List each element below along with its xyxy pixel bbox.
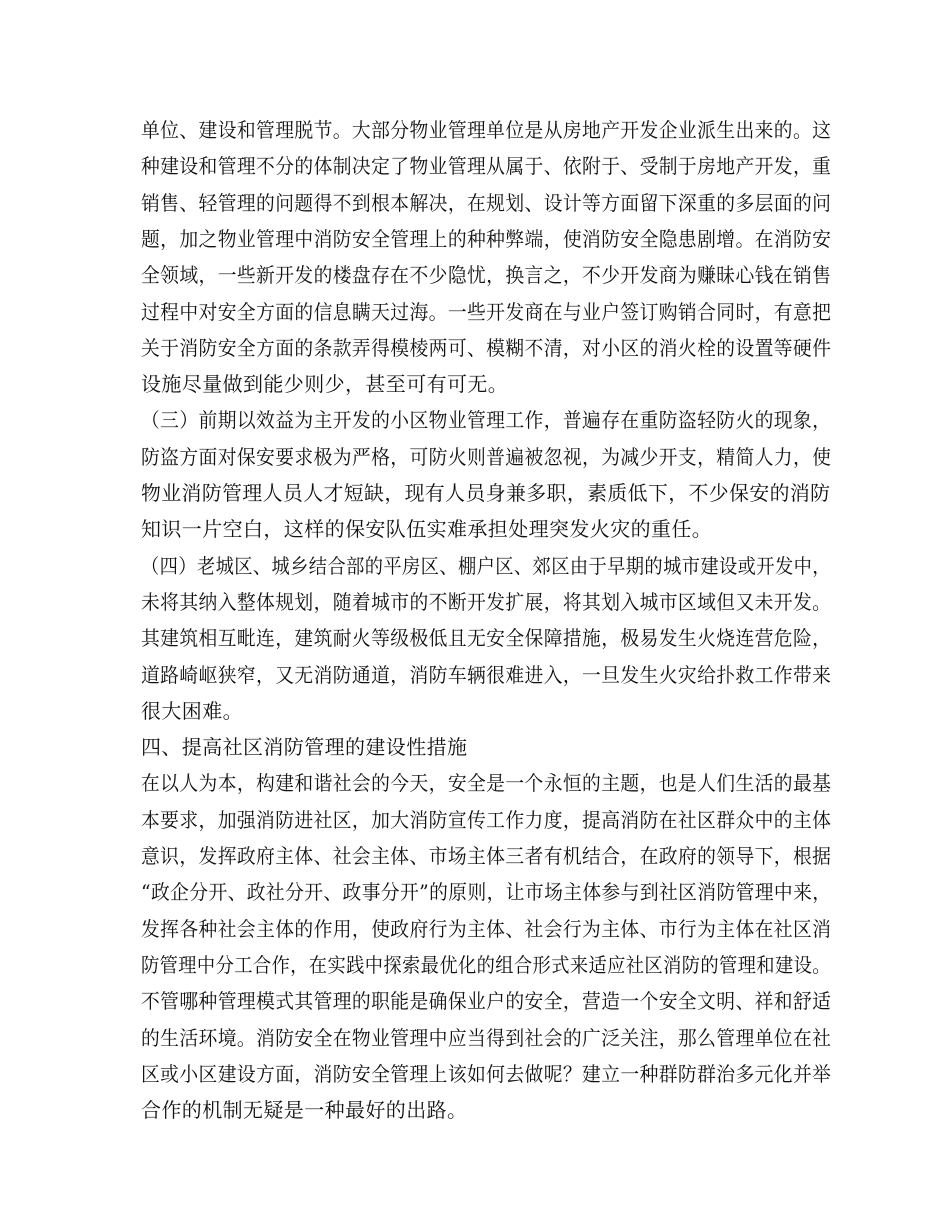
text-line: 区或小区建设方面，消防安全管理上该如何去做呢？建立一种群防群治多元化并举 <box>141 1061 832 1086</box>
text-line: 知识一片空白，这样的保安队伍实难承担处理突发火灾的重任。 <box>141 517 713 542</box>
text-line: 本要求，加强消防进社区，加大消防宣传工作力度，提高消防在社区群众中的主体 <box>141 807 832 832</box>
text-line: 的生活环境。消防安全在物业管理中应当得到社会的广泛关注，那么管理单位在社 <box>141 1025 832 1050</box>
text-line: 意识，发挥政府主体、社会主体、市场主体三者有机结合，在政府的领导下，根据 <box>141 844 832 868</box>
text-line: 在以人为本，构建和谐社会的今天，安全是一个永恒的主题，也是人们生活的最基 <box>141 771 832 796</box>
text-line: 未将其纳入整体规划，随着城市的不断开发扩展，将其划入城市区域但又未开发。 <box>141 589 832 614</box>
text-line: 单位、建设和管理脱节。大部分物业管理单位是从房地产开发企业派生出来的。这 <box>141 118 832 142</box>
text-line: 防盗方面对保安要求极为严格，可防火则普遍被忽视，为减少开支，精简人力，使 <box>141 444 832 469</box>
section-heading: 四、提高社区消防管理的建设性措施 <box>141 735 468 760</box>
text-line: （四）老城区、城乡结合部的平房区、棚户区、郊区由于早期的城市建设或开发中， <box>141 553 831 578</box>
text-line: 道路崎岖狭窄，又无消防通道，消防车辆很难进入，一旦发生火灾给扑救工作带来 <box>141 662 832 687</box>
text-line: 关于消防安全方面的条款弄得模棱两可、模糊不清，对小区的消火栓的设置等硬件 <box>141 335 832 360</box>
text-line: 题，加之物业管理中消防安全管理上的种种弊端，使消防安全隐患剧增。在消防安 <box>141 226 832 251</box>
text-line: 种建设和管理不分的体制决定了物业管理从属于、依附于、受制于房地产开发，重 <box>141 154 832 179</box>
text-line: 物业消防管理人员人才短缺，现有人员身兼多职，素质低下，不少保安的消防 <box>141 481 831 505</box>
text-line: “政企分开、政社分开、政事分开”的原则，让市场主体参与到社区消防管理中来， <box>141 880 832 905</box>
text-line: 防管理中分工合作，在实践中探索最优化的组合形式来适应社区消防的管理和建设。 <box>141 952 831 977</box>
text-line: 销售、轻管理的问题得不到根本解决，在规划、设计等方面留下深重的多层面的问 <box>141 190 832 215</box>
text-line: 很大困难。 <box>141 698 243 723</box>
text-line: 合作的机制无疑是一种最好的出路。 <box>141 1098 468 1123</box>
text-line: 其建筑相互毗连，建筑耐火等级极低且无安全保障措施，极易发生火烧连营危险， <box>141 626 832 651</box>
text-line: 全领域，一些新开发的楼盘存在不少隐忧，换言之，不少开发商为赚昧心钱在销售 <box>141 263 832 288</box>
text-line: （三）前期以效益为主开发的小区物业管理工作，普遍存在重防盗轻防火的现象， <box>141 408 832 433</box>
text-line: 不管哪种管理模式其管理的职能是确保业户的安全，营造一个安全文明、祥和舒适 <box>141 989 832 1014</box>
text-line: 过程中对安全方面的信息瞒天过海。一些开发商在与业户签订购销合同时，有意把 <box>141 299 832 324</box>
text-line: 设施尽量做到能少则少，甚至可有可无。 <box>141 372 509 397</box>
text-line: 发挥各种社会主体的作用，使政府行为主体、社会行为主体、市行为主体在社区消 <box>141 916 832 941</box>
